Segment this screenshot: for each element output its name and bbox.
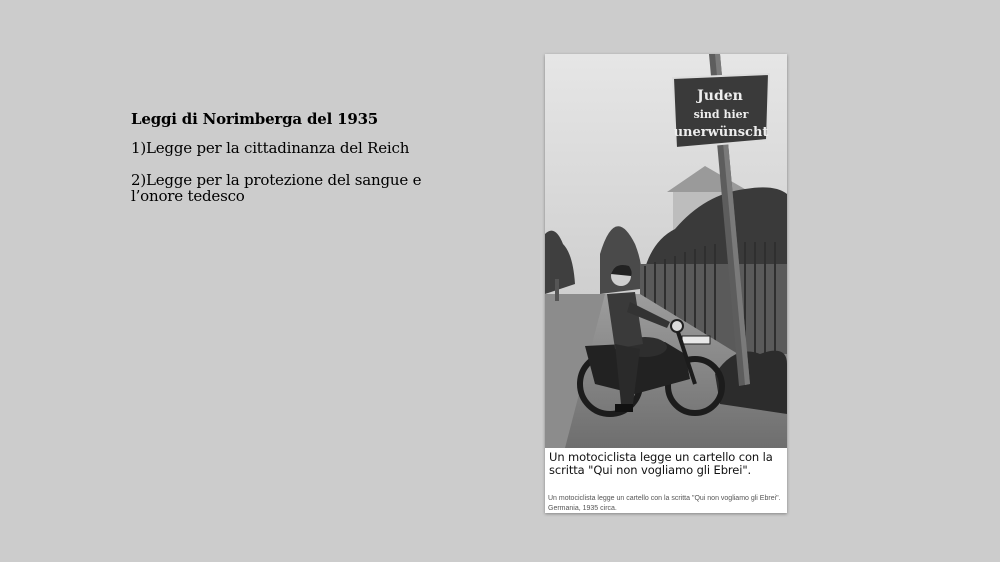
sign-text-line2: sind hier: [693, 108, 749, 121]
law-item-1: 1)Legge per la cittadinanza del Reich: [131, 139, 410, 157]
photo-card: [545, 54, 787, 513]
sign-text-line1: Juden: [697, 88, 743, 104]
law-item-2: 2)Legge per la protezione del sangue e l’onore tedesco: [131, 171, 422, 205]
slide-title: Leggi di Norimberga del 1935: [131, 110, 379, 128]
slide-text-block: [131, 110, 441, 220]
historical-photo: [545, 54, 787, 448]
sign-text-line3: unerwünscht: [673, 125, 769, 140]
photo-caption-text: Un motociclista legge un cartello con la scritta "Qui non vogliamo gli Ebrei". Germania, 1935 circa.: [548, 495, 781, 512]
photo-caption-title: Un motociclista legge un cartello con la scritta "Qui non vogliamo gli Ebrei".: [549, 450, 773, 477]
